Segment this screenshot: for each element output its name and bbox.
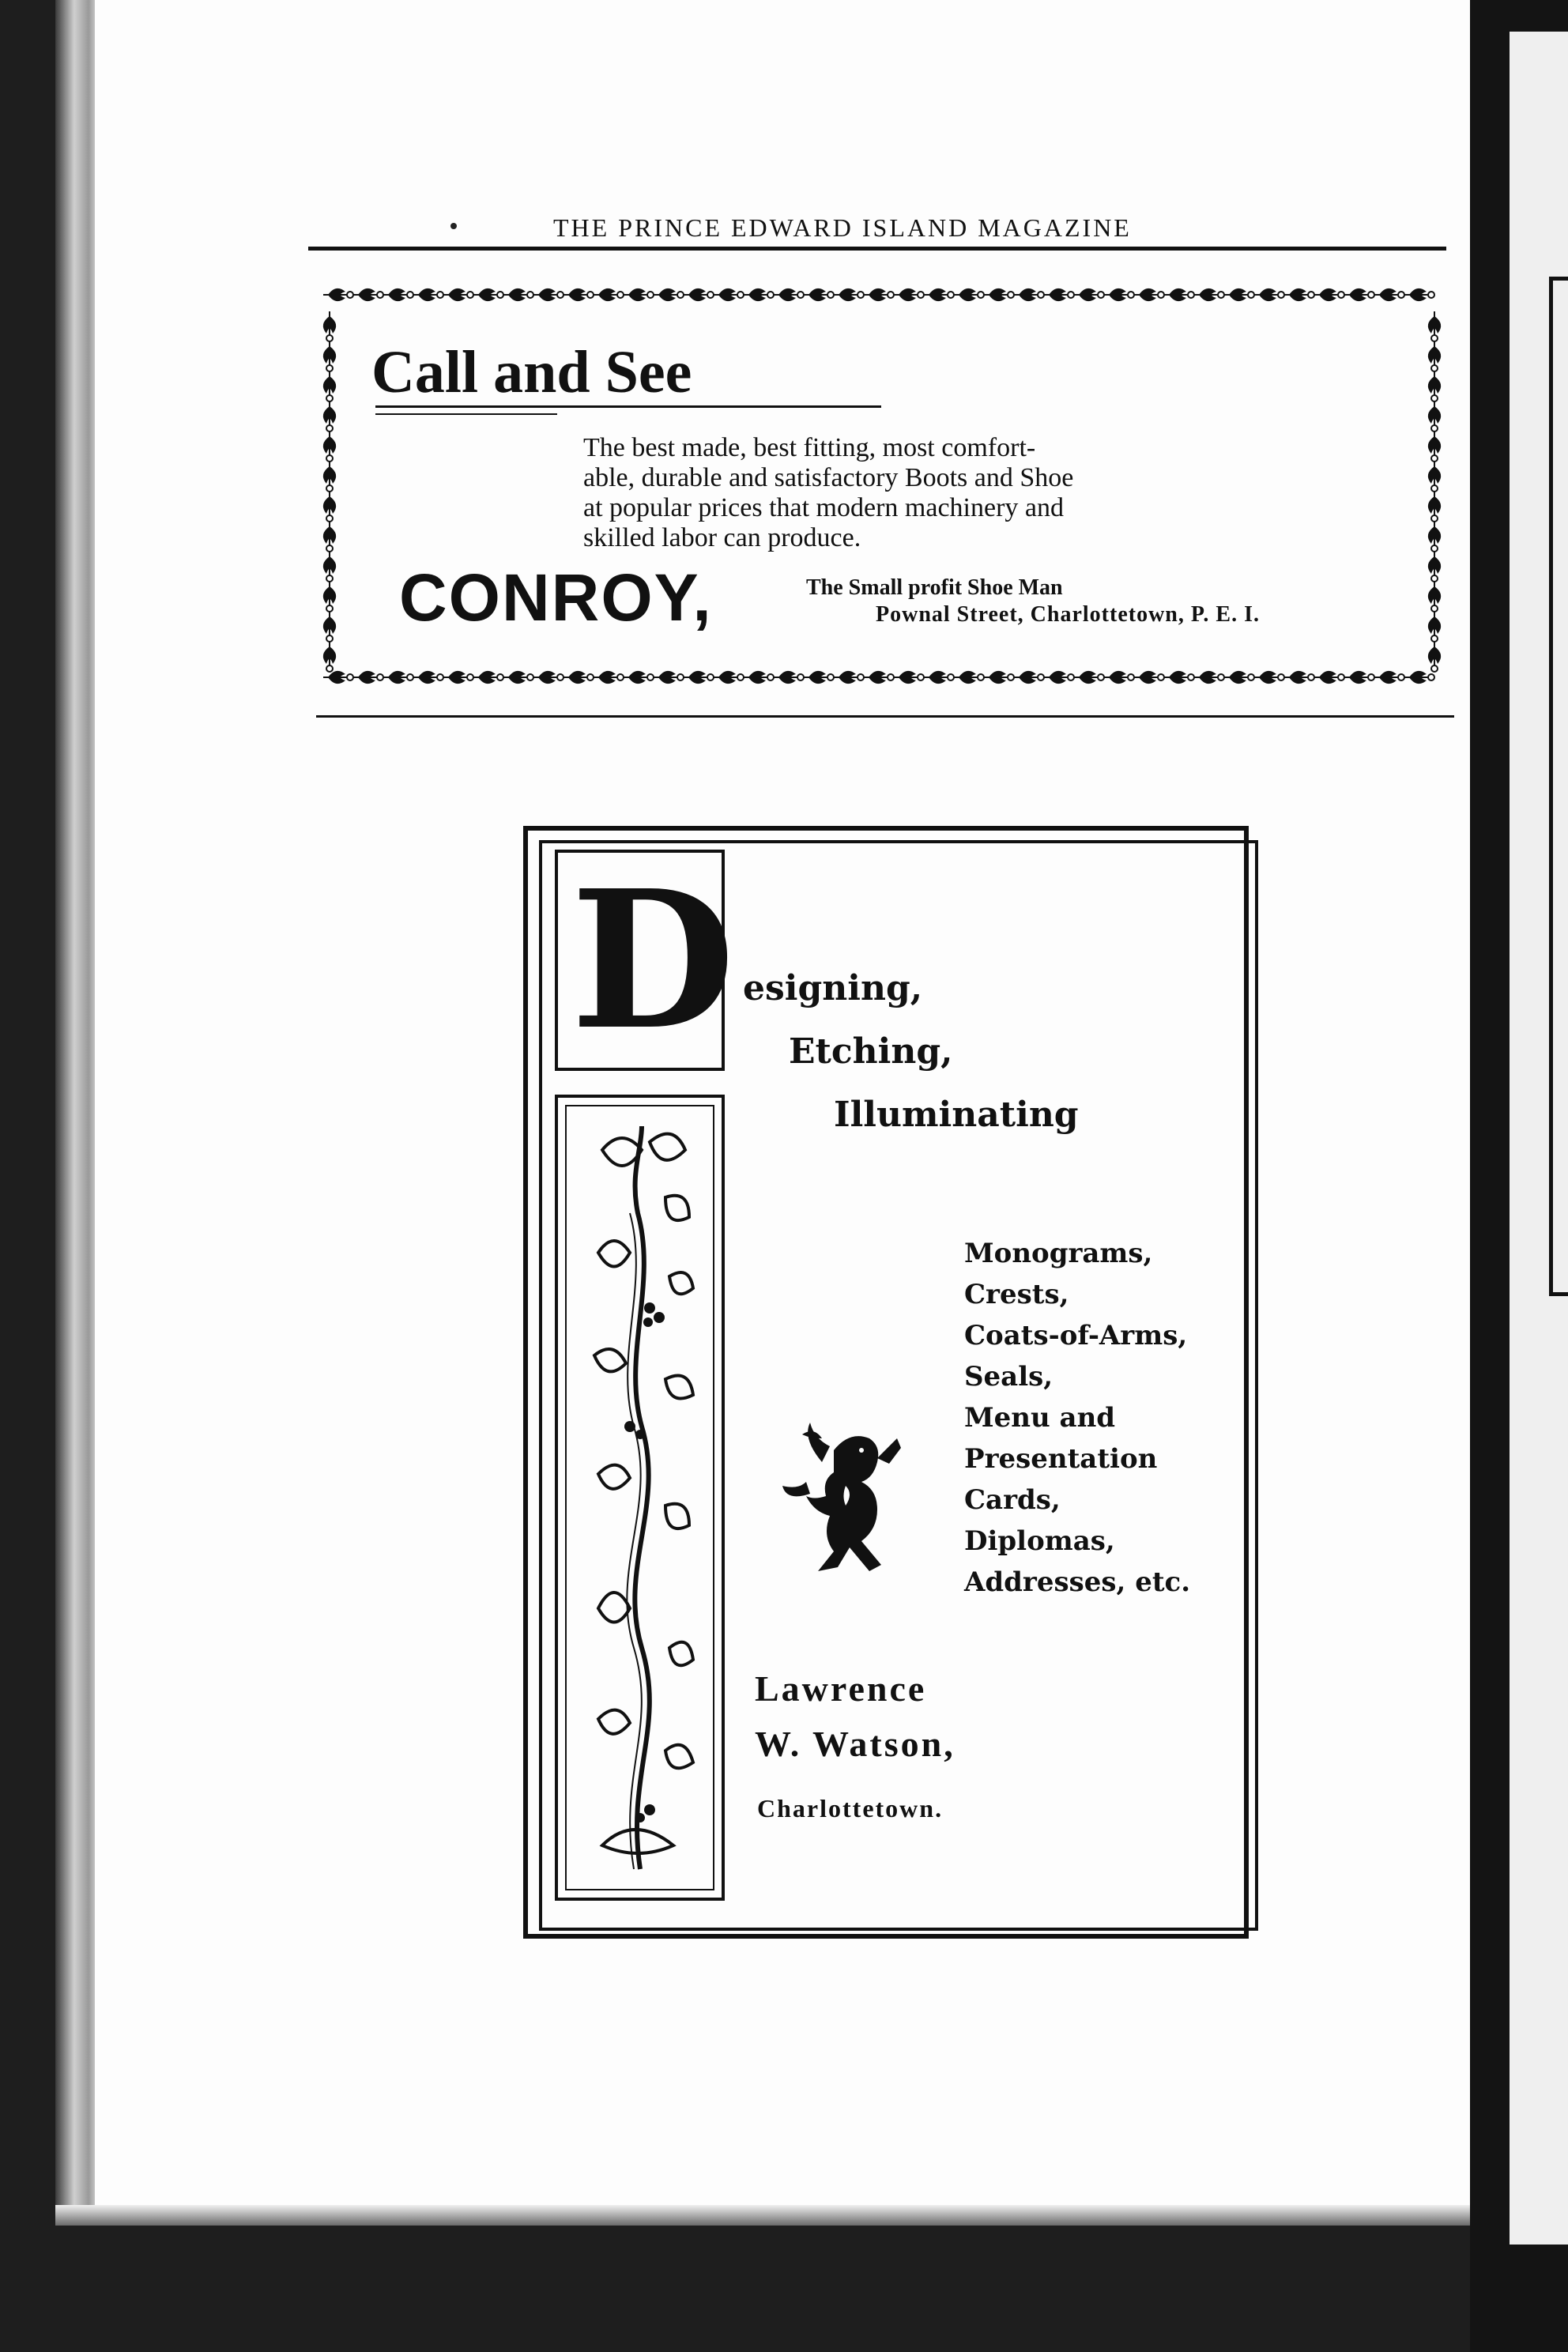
service-line-etching: Etching, [789,1031,953,1072]
artist-city: Charlottetown. [757,1794,944,1822]
header-rule [308,247,1446,251]
ad-bottom-rule [316,715,1454,718]
ad-body-line: at popular prices that modern machinery and [583,493,1064,522]
ad-heading: Call and See [371,339,692,405]
service-line-designing: esigning, [743,968,923,1008]
brand-name: CONROY, [399,560,713,635]
heading-underline-short [375,413,557,415]
heading-underline [375,405,881,408]
list-item: Crests, [964,1279,1069,1310]
services-list [964,1233,1190,1603]
list-item: Presentation [964,1443,1158,1475]
list-item: Monograms, [964,1238,1153,1269]
ad-body-line: The best made, best fitting, most comfort- [583,433,1036,462]
header-dot [450,223,457,229]
vine-ornament-icon [555,1095,725,1901]
brand-tagline: The Small profit Shoe Man [806,575,1063,600]
service-line-illuminating: Illuminating [834,1095,1079,1135]
next-page-border-fragment [1549,277,1568,1296]
list-item: Coats-of-Arms, [964,1320,1188,1351]
griffin-icon [778,1419,921,1585]
artist-first-name: Lawrence [755,1668,927,1709]
running-header-title: THE PRINCE EDWARD ISLAND MAGAZINE [553,213,1132,242]
book-page-edges-bottom [55,2205,1478,2226]
list-item: Cards, [964,1484,1061,1516]
ad-body-line: able, durable and satisfactory Boots and Shoe [583,463,1074,492]
list-item: Seals, [964,1361,1054,1393]
artist-last-name: W. Watson, [755,1724,956,1764]
brand-address: Pownal Street, Charlottetown, P. E. I. [876,602,1260,627]
list-item: Addresses, etc. [964,1566,1191,1598]
ad-body-text [583,433,1184,553]
ad-body-line: skilled labor can produce. [583,523,861,552]
list-item: Diplomas, [964,1525,1115,1557]
list-item: Menu and [964,1402,1116,1434]
drop-cap-initial: D [571,849,736,1072]
